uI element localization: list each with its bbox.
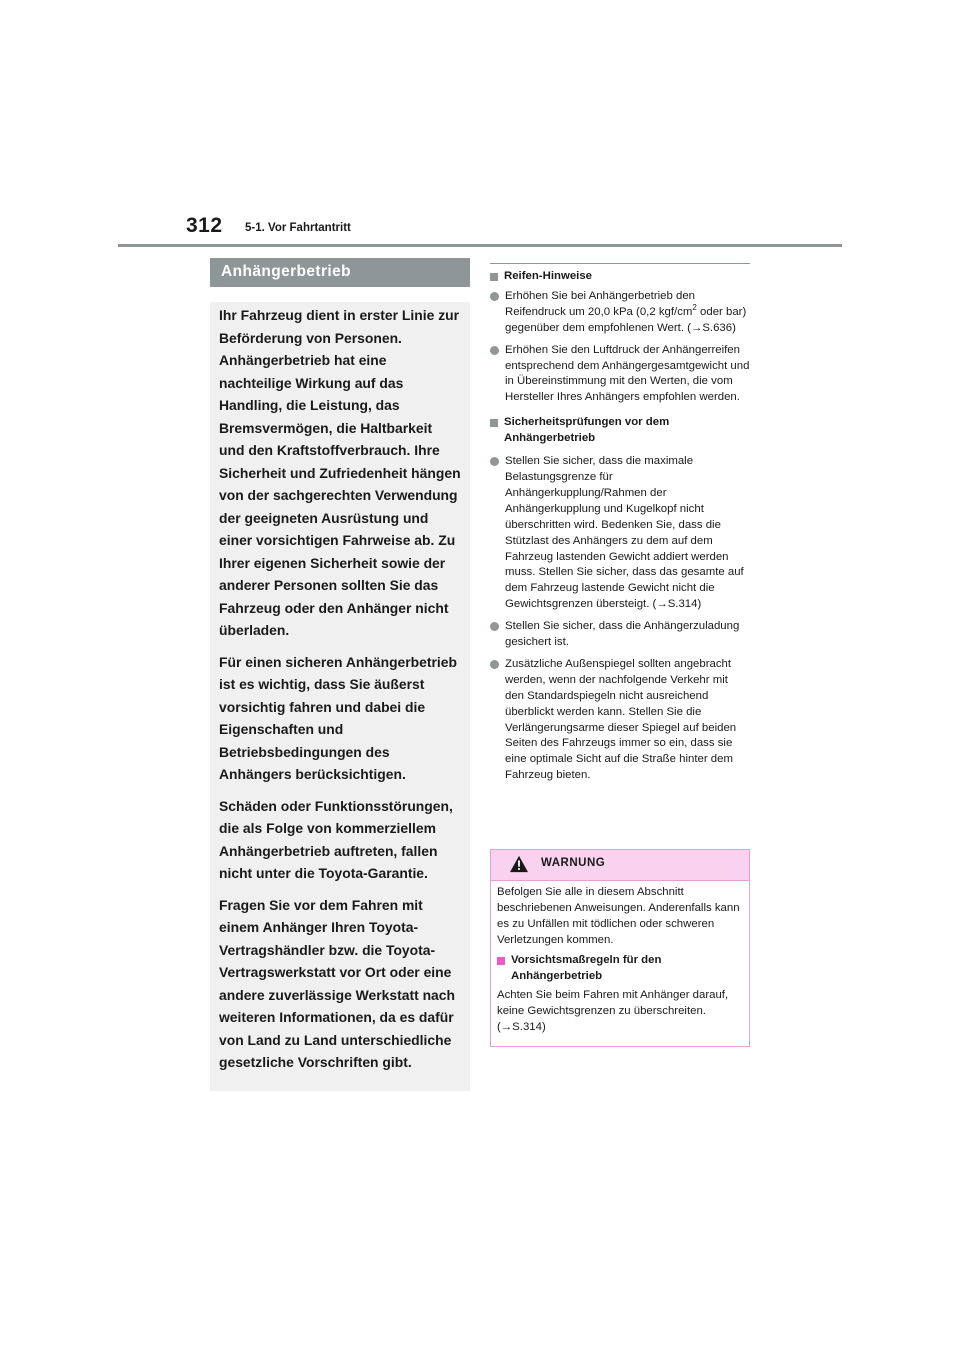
left-column — [210, 258, 470, 1091]
square-bullet-icon — [497, 957, 505, 965]
intro-box — [210, 302, 470, 1091]
bullet-text: Stellen Sie sicher, dass die Anhängerzuladung gesichert ist. — [505, 620, 740, 649]
circle-bullet-icon — [490, 660, 499, 669]
tire-heading — [490, 269, 750, 285]
circle-bullet-icon — [490, 346, 499, 355]
bullet-text: Stellen Sie sicher, dass die maximale Belastungsgrenze für Anhängerkupplung/Rahmen der Anhängerkupplung und Kugelkopf nicht überschritten wird. Bedenken Sie, dass die Stützlast des Anhängers zu dem auf dem Fahrzeug lastenden Gewicht addiert werden muss. Stellen Sie sicher, dass das gesamte auf dem Fahrzeug lastende Gewicht nicht die Gewichtsgrenzen übersteigt. (→S.314) — [505, 455, 744, 611]
list-item — [490, 619, 750, 651]
warning-header — [491, 850, 749, 881]
bullet-text: Zusätzliche Außenspiegel sollten angebracht werden, wenn der nachfolgende Verkehr mit den Standardspiegeln nicht ausreichend überblickt werden kann. Stellen Sie die Verlängerungsarme dieser Spiegel auf beiden Seiten des Fahrzeugs immer so ein, dass sie eine optimale Sicht auf die Straße hinter dem Fahrzeug bieten. — [505, 657, 737, 782]
heading-text: Vorsichtsmaßregeln für den Anhängerbetrieb — [511, 953, 662, 982]
list-item — [490, 657, 750, 784]
square-bullet-icon — [490, 273, 498, 281]
heading-text: Sicherheitsprüfungen vor dem Anhängerbetrieb — [504, 416, 670, 445]
bullet-text: Erhöhen Sie bei Anhängerbetrieb den Reifendruck um 20,0 kPa (0,2 kgf/$cm^2$ oder bar) gegenüber dem empfohlenen Wert. (→S.636) — [505, 289, 747, 334]
safety-heading — [490, 415, 750, 447]
intro-paragraph: Für einen sicheren Anhängerbetrieb ist es wichtig, dass Sie äußerst vorsichtig fahren und dabei die Eigenschaften und Betriebsbedingungen des Anhängers berücksichtigen. — [219, 653, 457, 782]
chapter-title: 5-1. Vor Fahrtantritt — [245, 222, 351, 234]
warning-body — [491, 881, 749, 1046]
list-item — [490, 343, 750, 407]
warning-intro: Befolgen Sie alle in diesem Abschnitt beschriebenen Anweisungen. Anderenfalls kann es zu Unfällen mit tödlichen oder schweren Verletzungen kommen. — [497, 886, 740, 946]
warning-subheading — [497, 953, 743, 985]
column-rule — [490, 263, 750, 264]
heading-text: Reifen-Hinweise — [504, 270, 592, 282]
circle-bullet-icon — [490, 622, 499, 631]
warning-text: Achten Sie beim Fahren mit Anhänger darauf, keine Gewichtsgrenzen zu überschreiten. (→S.314) — [497, 989, 729, 1034]
warning-title: WARNUNG — [541, 857, 606, 869]
right-column — [490, 263, 750, 790]
intro-paragraph: Ihr Fahrzeug dient in erster Linie zur Beförderung von Personen. Anhängerbetrieb hat eine nachteilige Wirkung auf das Handling, die Leistung, das Bremsvermögen, die Haltbarkeit und den Kraftstoffverbrauch. Ihre Sicherheit und Zufriedenheit hängen von der sachgerechten Verwendung der geeigneten Ausrüstung und einer vorsichtigen Fahrweise ab. Zu Ihrer eigenen Sicherheit sowie der anderer Personen sollten Sie das Fahrzeug oder den Anhänger nicht überladen. — [219, 307, 461, 638]
intro-paragraph: Fragen Sie vor dem Fahren mit einem Anhänger Ihren Toyota-Vertragshändler bzw. die Toyota-Vertragswerkstatt vor Ort oder eine andere zuverlässige Werkstatt nach weiteren Informationen, da es dafür von Land zu Land unterschiedliche gesetzliche Vorschriften gibt. — [219, 896, 455, 1070]
page-number: 312 — [186, 214, 223, 237]
header-rule — [118, 244, 842, 247]
intro-paragraph: Schäden oder Funktionsstörungen, die als Folge von kommerziellem Anhängerbetrieb auftreten, fallen nicht unter die Toyota-Garantie. — [219, 797, 453, 881]
bullet-text: Erhöhen Sie den Luftdruck der Anhängerreifen entsprechend dem Anhängergesamtgewicht und in Übereinstimmung mit den Werten, die vom Hersteller Ihres Anhängers empfohlen werden. — [505, 343, 750, 404]
warning-box — [490, 849, 750, 1047]
circle-bullet-icon — [490, 457, 499, 466]
section-title: Anhängerbetrieb — [210, 258, 470, 287]
list-item — [490, 454, 750, 613]
square-bullet-icon — [490, 419, 498, 427]
circle-bullet-icon — [490, 292, 499, 301]
list-item — [490, 289, 750, 337]
warning-triangle-icon — [510, 855, 528, 873]
